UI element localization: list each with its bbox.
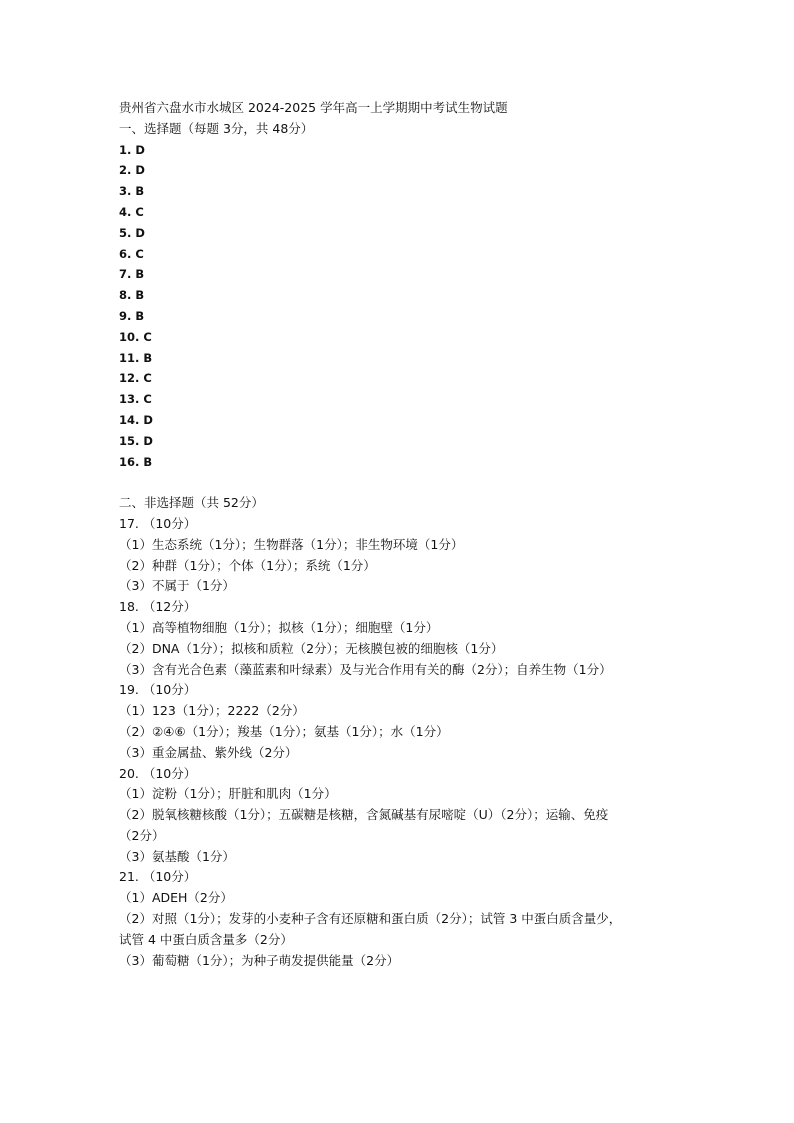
question-20-label: 20. （10分） bbox=[119, 765, 197, 781]
section-spacer bbox=[119, 472, 719, 493]
question-20-part: （2）脱氧核糖核酸（1分）；五碳糖是核糖，含氮碱基有尿嘧啶（U）（2分）；运输、免疫 bbox=[119, 807, 609, 823]
question-18-part: （3）含有光合色素（藻蓝素和叶绿素）及与光合作用有关的酶（2分）；自养生物（1分） bbox=[119, 661, 612, 677]
question-20-part-continued: （2分） bbox=[119, 827, 165, 843]
question-20-part: （1）淀粉（1分）；肝脏和肌肉（1分） bbox=[119, 786, 337, 802]
question-17-part: （3）不属于（1分） bbox=[119, 578, 235, 594]
question-17-part: （2）种群（1分）；个体（1分）；系统（1分） bbox=[119, 557, 376, 573]
mc-answer: 4. C bbox=[119, 204, 144, 219]
question-17-label: 17. （10分） bbox=[119, 515, 197, 531]
question-18-label: 18. （12分） bbox=[119, 599, 197, 615]
question-17-part: （1）生态系统（1分）；生物群落（1分）；非生物环境（1分） bbox=[119, 536, 464, 552]
mc-answer: 6. C bbox=[119, 246, 144, 261]
question-21-part: （3）葡萄糖（1分）；为种子萌发提供能量（2分） bbox=[119, 952, 400, 968]
mc-answer: 12. C bbox=[119, 371, 152, 386]
mc-answer: 11. B bbox=[119, 350, 153, 365]
mc-answer: 9. B bbox=[119, 308, 145, 323]
mc-answer: 3. B bbox=[119, 184, 145, 199]
question-18-part: （2）DNA（1分）；拟核和质粒（2分）；无核膜包被的细胞核（1分） bbox=[119, 640, 504, 656]
question-21-label: 21. （10分） bbox=[119, 869, 197, 885]
question-21-part: （1）ADEH（2分） bbox=[119, 890, 233, 906]
question-18-part: （1）高等植物细胞（1分）；拟核（1分）；细胞壁（1分） bbox=[119, 619, 439, 635]
section2-heading: 二、非选择题（共 52分） bbox=[119, 495, 264, 511]
question-21-part-continued: 试管 4 中蛋白质含量多（2分） bbox=[119, 931, 293, 947]
mc-answer: 14. D bbox=[119, 412, 153, 427]
answer-document bbox=[119, 98, 719, 971]
mc-answer: 15. D bbox=[119, 433, 153, 448]
mc-answer: 2. D bbox=[119, 163, 145, 178]
question-21-part: （2）对照（1分）；发芽的小麦种子含有还原糖和蛋白质（2分）；试管 3 中蛋白质含量少， bbox=[119, 911, 622, 927]
mc-answer: 16. B bbox=[119, 454, 153, 469]
document-title: 贵州省六盘水市水城区 2024-2025 学年高一上学期期中考试生物试题 bbox=[119, 100, 508, 115]
mc-answer: 7. B bbox=[119, 267, 145, 282]
mc-answer: 10. C bbox=[119, 329, 152, 344]
mc-answer: 8. B bbox=[119, 288, 145, 303]
question-20-part: （3）氨基酸（1分） bbox=[119, 848, 235, 864]
question-19-part: （3）重金属盐、紫外线（2分） bbox=[119, 744, 298, 760]
question-19-part: （1）123（1分）；2222（2分） bbox=[119, 703, 305, 719]
section1-heading: 一、选择题（每题 3分，共 48分） bbox=[119, 120, 314, 136]
mc-answer: 1. D bbox=[119, 142, 145, 157]
question-19-label: 19. （10分） bbox=[119, 682, 197, 698]
question-19-part: （2）②④⑥（1分）；羧基（1分）；氨基（1分）；水（1分） bbox=[119, 723, 449, 739]
mc-answer: 5. D bbox=[119, 225, 145, 240]
mc-answer: 13. C bbox=[119, 392, 152, 407]
